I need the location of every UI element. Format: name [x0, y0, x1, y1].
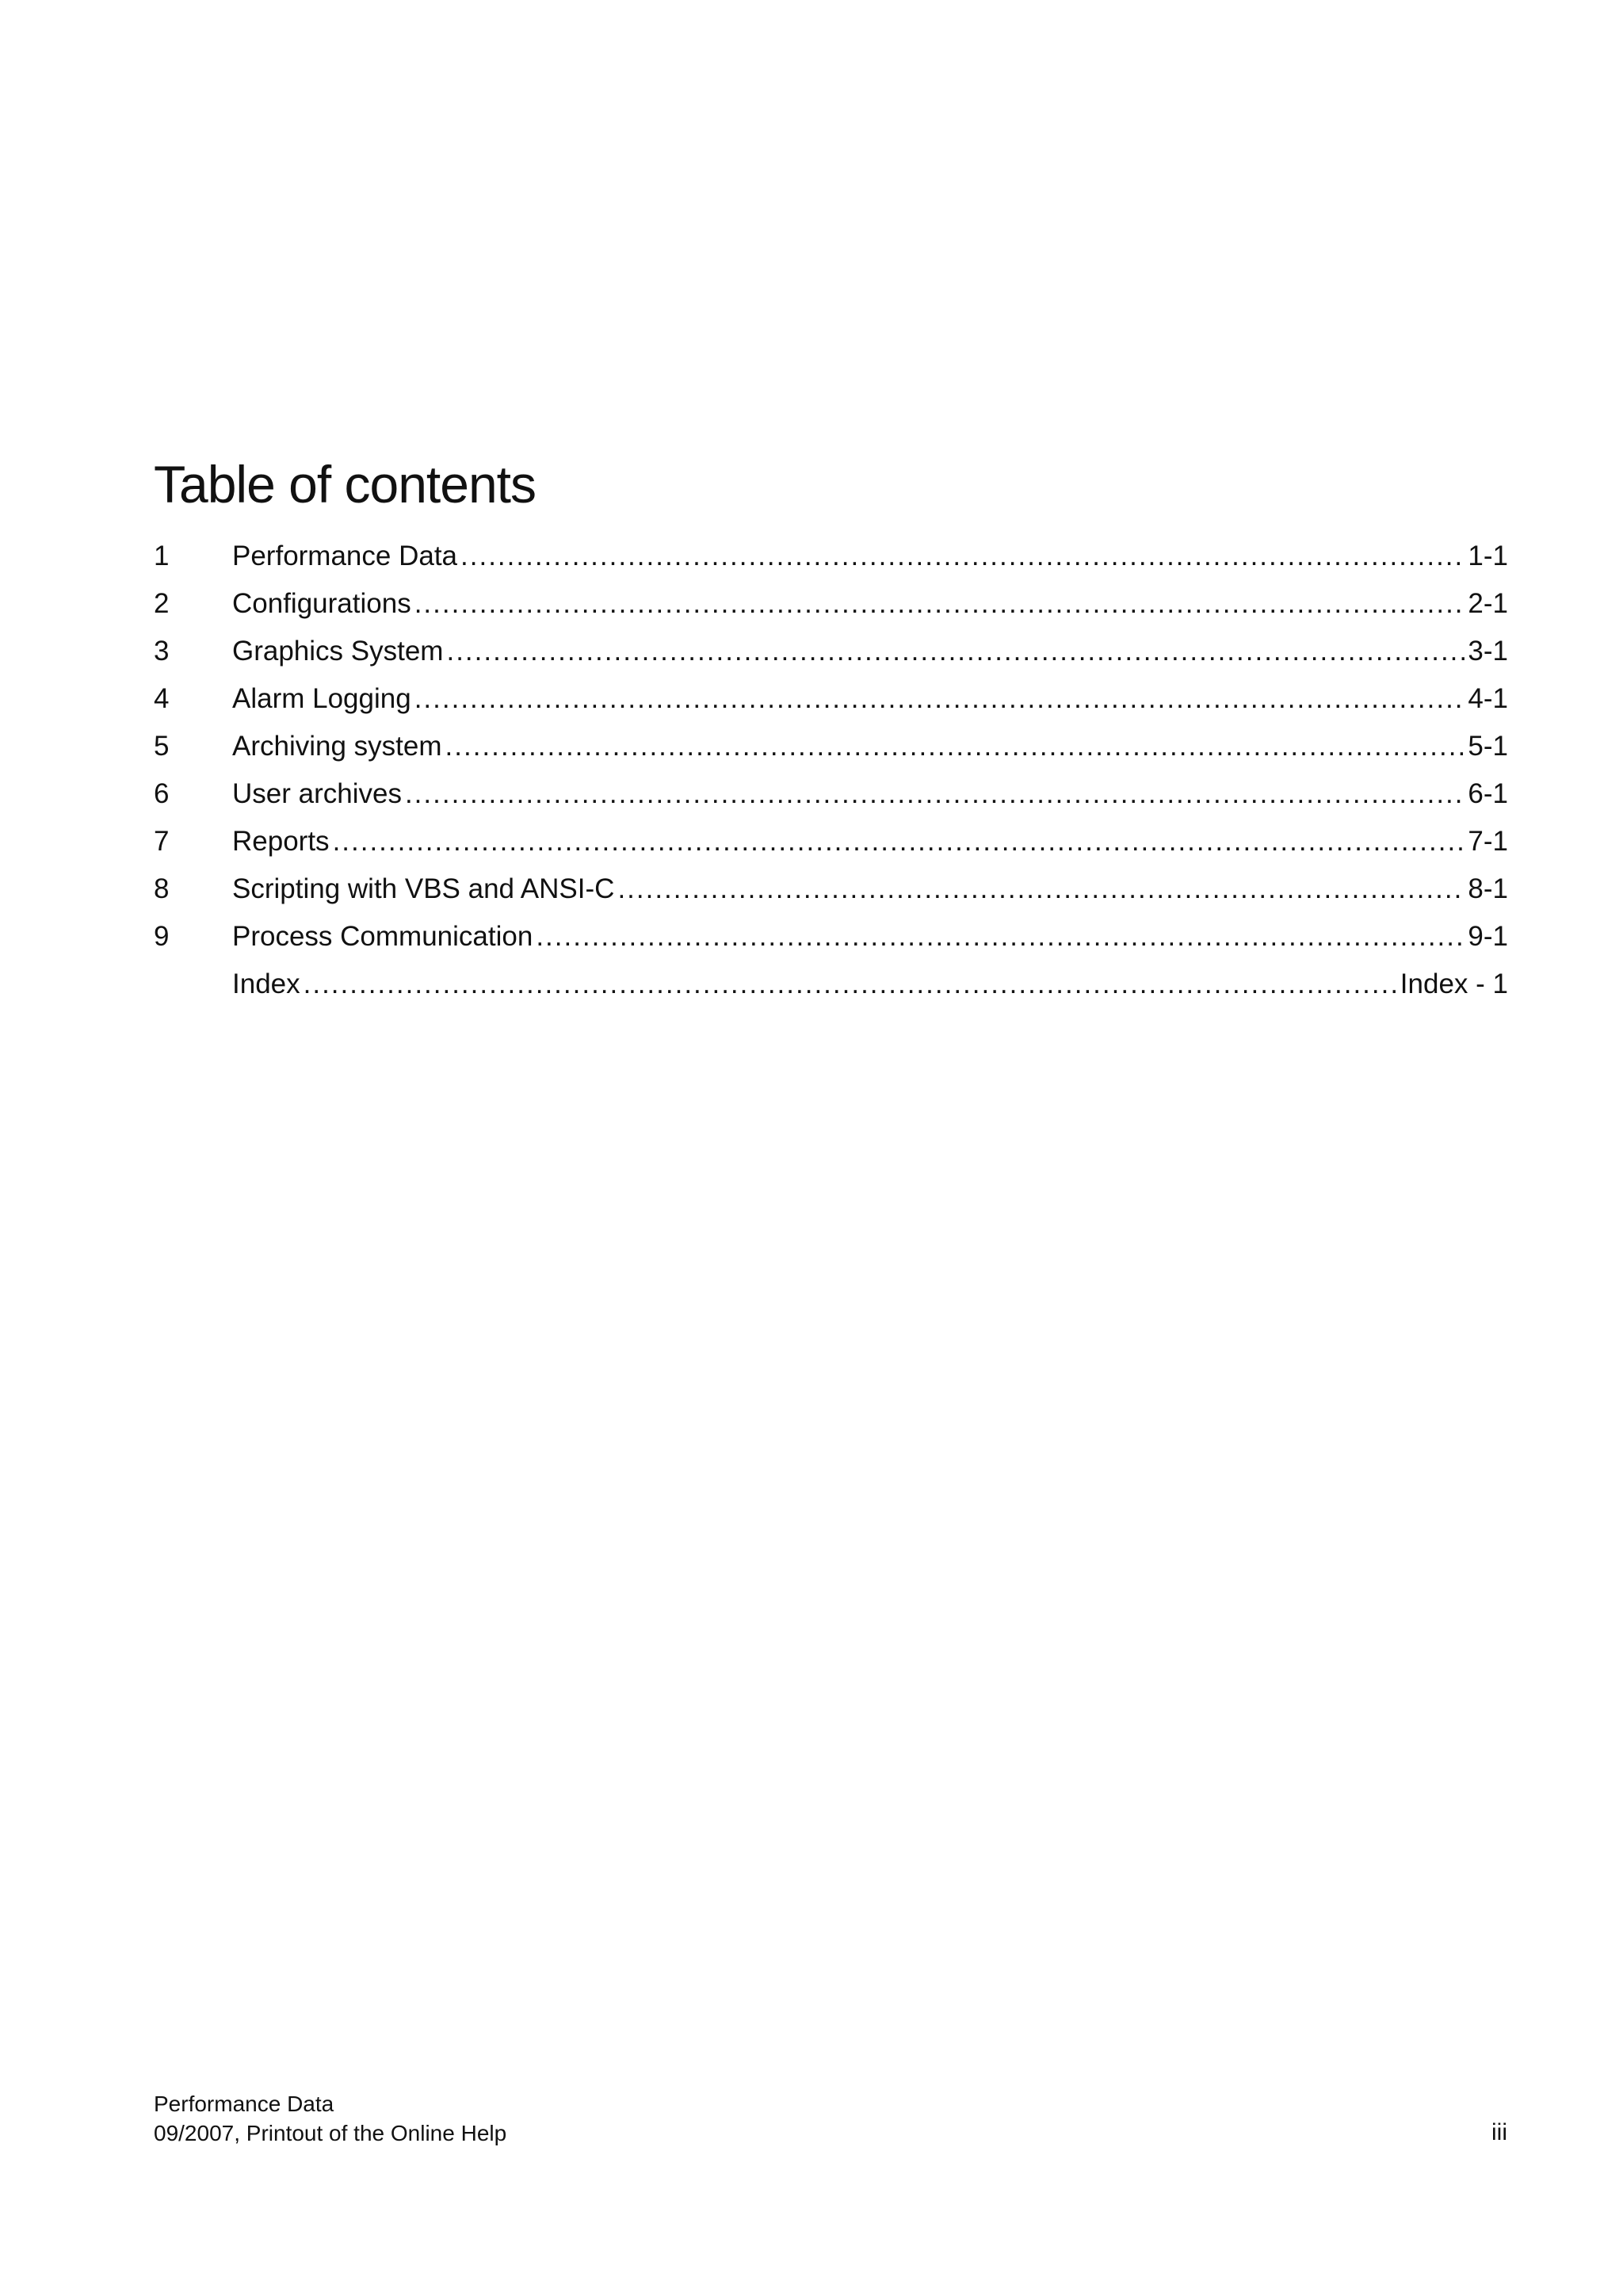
- toc-entry-page: 9-1: [1468, 921, 1508, 952]
- toc-entry[interactable]: [154, 723, 1508, 770]
- toc-entry[interactable]: [154, 865, 1508, 913]
- toc-entry[interactable]: [154, 533, 1508, 580]
- toc-entry[interactable]: [154, 818, 1508, 865]
- toc-dot-leader: [333, 818, 1465, 865]
- toc-entry[interactable]: [154, 913, 1508, 961]
- toc-entry-page: 2-1: [1468, 588, 1508, 619]
- toc-entry-page: 4-1: [1468, 683, 1508, 714]
- toc-entry[interactable]: [154, 580, 1508, 628]
- toc-entry[interactable]: [154, 628, 1508, 675]
- toc-dot-leader: [414, 675, 1465, 723]
- toc-entry-label: User archives: [232, 778, 402, 809]
- toc-list: [154, 533, 1508, 1008]
- toc-title: Table of contents: [154, 455, 536, 514]
- toc-entry-page: 5-1: [1468, 731, 1508, 762]
- toc-entry[interactable]: [154, 770, 1508, 818]
- toc-entry-label: Scripting with VBS and ANSI-C: [232, 873, 615, 904]
- toc-entry-number: 3: [154, 636, 170, 667]
- toc-entry-label: Alarm Logging: [232, 683, 411, 714]
- toc-entry-number: 4: [154, 683, 170, 714]
- toc-entry-page: 7-1: [1468, 826, 1508, 857]
- toc-entry-number: 7: [154, 826, 170, 857]
- toc-dot-leader: [414, 580, 1465, 628]
- toc-dot-leader: [446, 628, 1465, 675]
- toc-dot-leader: [460, 533, 1465, 580]
- toc-dot-leader: [617, 865, 1465, 913]
- page-footer: [154, 2089, 506, 2148]
- toc-entry-label: Process Communication: [232, 921, 533, 952]
- footer-page-number: iii: [1491, 2119, 1507, 2145]
- toc-entry-label: Configurations: [232, 588, 411, 619]
- toc-entry-label: Graphics System: [232, 636, 444, 667]
- toc-entry-page: 1-1: [1468, 541, 1508, 571]
- toc-entry[interactable]: [154, 675, 1508, 723]
- toc-entry-number: 2: [154, 588, 170, 619]
- toc-entry-label: Performance Data: [232, 541, 458, 571]
- toc-entry-page: Index - 1: [1400, 968, 1508, 999]
- toc-entry-page: 8-1: [1468, 873, 1508, 904]
- toc-entry-index[interactable]: [154, 961, 1508, 1008]
- toc-entry-number: 1: [154, 541, 170, 571]
- toc-entry-number: 9: [154, 921, 170, 952]
- toc-dot-leader: [536, 913, 1465, 961]
- toc-entry-page: 3-1: [1468, 636, 1508, 667]
- toc-entry-label: Reports: [232, 826, 330, 857]
- toc-dot-leader: [304, 961, 1397, 1008]
- toc-entry-label: Archiving system: [232, 731, 442, 762]
- toc-entry-number: 6: [154, 778, 170, 809]
- footer-edition: 09/2007, Printout of the Online Help: [154, 2121, 507, 2145]
- toc-entry-label: Index: [232, 968, 300, 999]
- toc-dot-leader: [445, 723, 1465, 770]
- toc-entry-page: 6-1: [1468, 778, 1508, 809]
- footer-document-title: Performance Data: [154, 2092, 334, 2116]
- toc-entry-number: 8: [154, 873, 170, 904]
- toc-entry-number: 5: [154, 731, 170, 762]
- toc-dot-leader: [405, 770, 1465, 818]
